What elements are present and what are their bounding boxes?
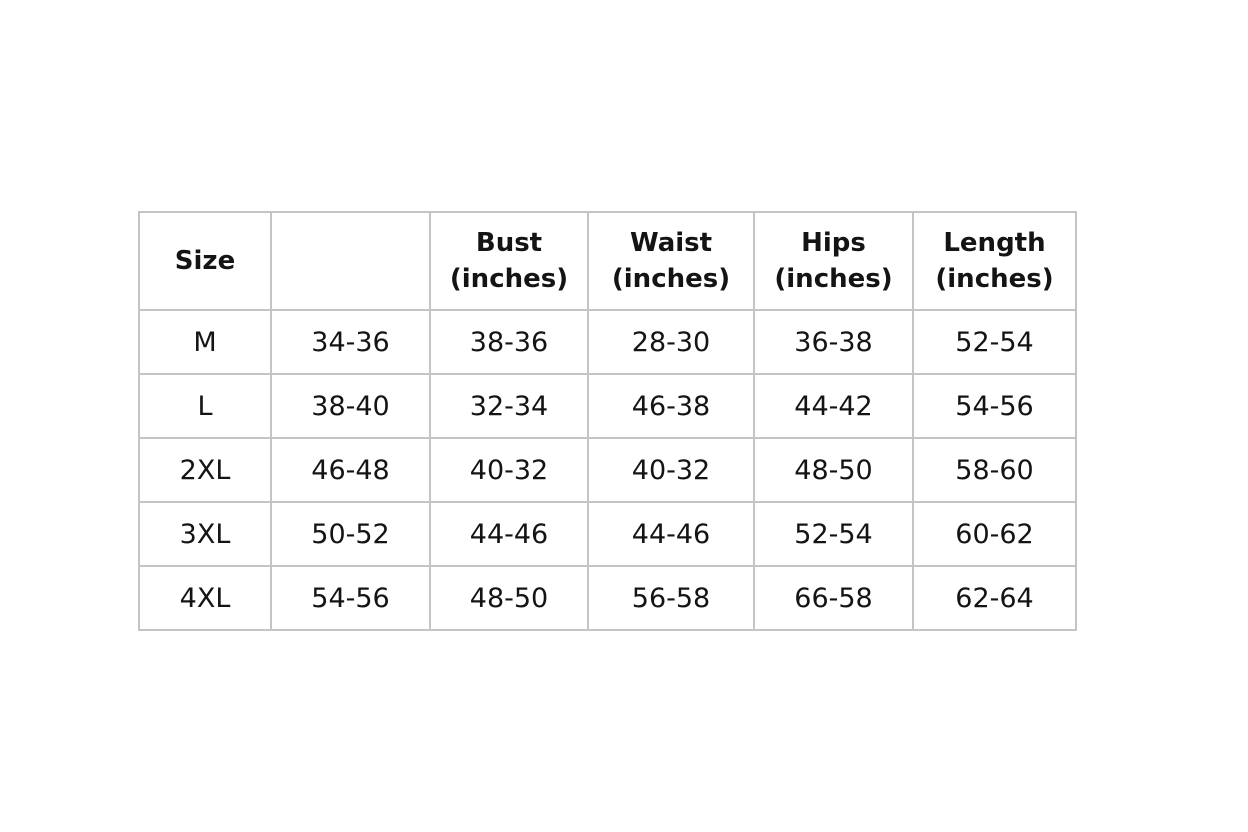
cell-hips: 36-38 (754, 310, 913, 374)
header-size (139, 212, 271, 310)
table-row (139, 502, 1076, 566)
table-row (139, 374, 1076, 438)
cell-unlabeled: 50-52 (271, 502, 430, 566)
table-header (139, 212, 1076, 310)
header-length-label: Length (943, 228, 1046, 258)
cell-waist: 46-38 (588, 374, 754, 438)
header-row (139, 212, 1076, 310)
cell-length: 58-60 (913, 438, 1076, 502)
header-waist-unit: (inches) (611, 264, 731, 294)
table-row (139, 310, 1076, 374)
cell-unlabeled: 34-36 (271, 310, 430, 374)
table-row (139, 438, 1076, 502)
cell-size: 3XL (139, 502, 271, 566)
header-hips-label: Hips (801, 228, 866, 258)
header-length-unit: (inches) (935, 264, 1054, 294)
table-row (139, 566, 1076, 630)
cell-unlabeled: 54-56 (271, 566, 430, 630)
cell-size: L (139, 374, 271, 438)
cell-bust: 48-50 (430, 566, 588, 630)
cell-waist: 28-30 (588, 310, 754, 374)
cell-size: 4XL (139, 566, 271, 630)
cell-length: 60-62 (913, 502, 1076, 566)
cell-bust: 40-32 (430, 438, 588, 502)
cell-hips: 44-42 (754, 374, 913, 438)
cell-unlabeled: 46-48 (271, 438, 430, 502)
header-waist-label: Waist (629, 228, 713, 258)
cell-waist: 40-32 (588, 438, 754, 502)
cell-length: 62-64 (913, 566, 1076, 630)
header-hips (754, 212, 913, 310)
cell-bust: 44-46 (430, 502, 588, 566)
cell-hips: 52-54 (754, 502, 913, 566)
header-size-label: Size (174, 246, 236, 276)
cell-bust: 32-34 (430, 374, 588, 438)
cell-length: 52-54 (913, 310, 1076, 374)
cell-unlabeled: 38-40 (271, 374, 430, 438)
cell-waist: 44-46 (588, 502, 754, 566)
cell-bust: 38-36 (430, 310, 588, 374)
header-bust-unit: (inches) (449, 264, 569, 294)
header-bust-label: Bust (475, 228, 543, 258)
header-hips-unit: (inches) (774, 264, 893, 294)
cell-length: 54-56 (913, 374, 1076, 438)
cell-hips: 66-58 (754, 566, 913, 630)
cell-hips: 48-50 (754, 438, 913, 502)
cell-waist: 56-58 (588, 566, 754, 630)
table-body (139, 310, 1076, 630)
header-length (913, 212, 1076, 310)
cell-size: M (139, 310, 271, 374)
header-bust (430, 212, 588, 310)
header-waist (588, 212, 754, 310)
size-chart-table (138, 211, 1077, 631)
header-blank (271, 212, 430, 310)
cell-size: 2XL (139, 438, 271, 502)
